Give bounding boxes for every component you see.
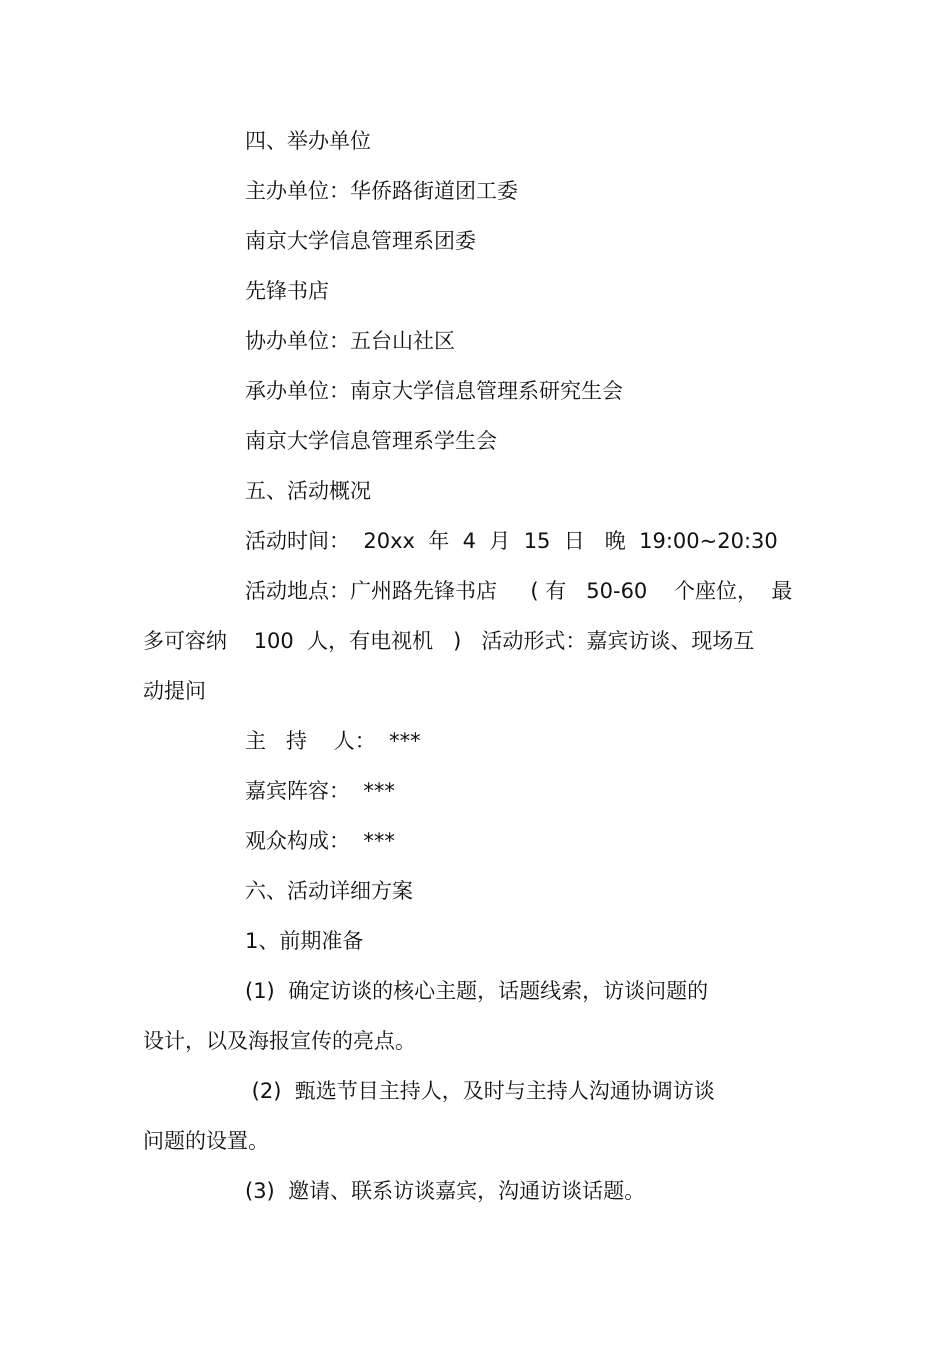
audience-line: 观众构成： *** bbox=[245, 829, 395, 853]
prep-item-3: (3) 邀请、联系访谈嘉宾，沟通访谈话题。 bbox=[245, 1179, 646, 1203]
prep-item-1: 设计，以及海报宣传的亮点。 bbox=[143, 1029, 416, 1053]
host-organizer-line: 先锋书店 bbox=[245, 279, 329, 303]
event-location-line: 多可容纳 100 人，有电视机 ) 活动形式：嘉宾访谈、现场互 bbox=[143, 629, 755, 653]
co-organizer-line: 协办单位：五台山社区 bbox=[245, 329, 455, 353]
prep-item-2: 问题的设置。 bbox=[143, 1129, 269, 1153]
host-organizer-line: 主办单位：华侨路街道团工委 bbox=[245, 179, 518, 203]
host-organizer-line: 南京大学信息管理系团委 bbox=[245, 229, 476, 253]
event-location-line: 动提问 bbox=[143, 679, 206, 703]
host-line: 主 持 人： *** bbox=[245, 729, 421, 753]
section-heading-plan: 六、活动详细方案 bbox=[245, 879, 413, 903]
section-heading-overview: 五、活动概况 bbox=[245, 479, 371, 503]
undertaker-line: 南京大学信息管理系学生会 bbox=[245, 429, 497, 453]
guests-line: 嘉宾阵容： *** bbox=[245, 779, 395, 803]
undertaker-line: 承办单位：南京大学信息管理系研究生会 bbox=[245, 379, 623, 403]
subsection-heading-preparation: 1、前期准备 bbox=[245, 929, 364, 953]
prep-item-2: (2) 甄选节目主持人，及时与主持人沟通协调访谈 bbox=[245, 1079, 715, 1103]
event-location-line: 活动地点：广州路先锋书店 ( 有 50-60 个座位， 最 bbox=[245, 579, 793, 603]
event-time-line: 活动时间： 20xx 年 4 月 15 日 晚 19:00~20:30 bbox=[245, 529, 778, 553]
section-heading-organizers: 四、举办单位 bbox=[245, 129, 371, 153]
prep-item-1: (1) 确定访谈的核心主题，话题线索，访谈问题的 bbox=[245, 979, 709, 1003]
